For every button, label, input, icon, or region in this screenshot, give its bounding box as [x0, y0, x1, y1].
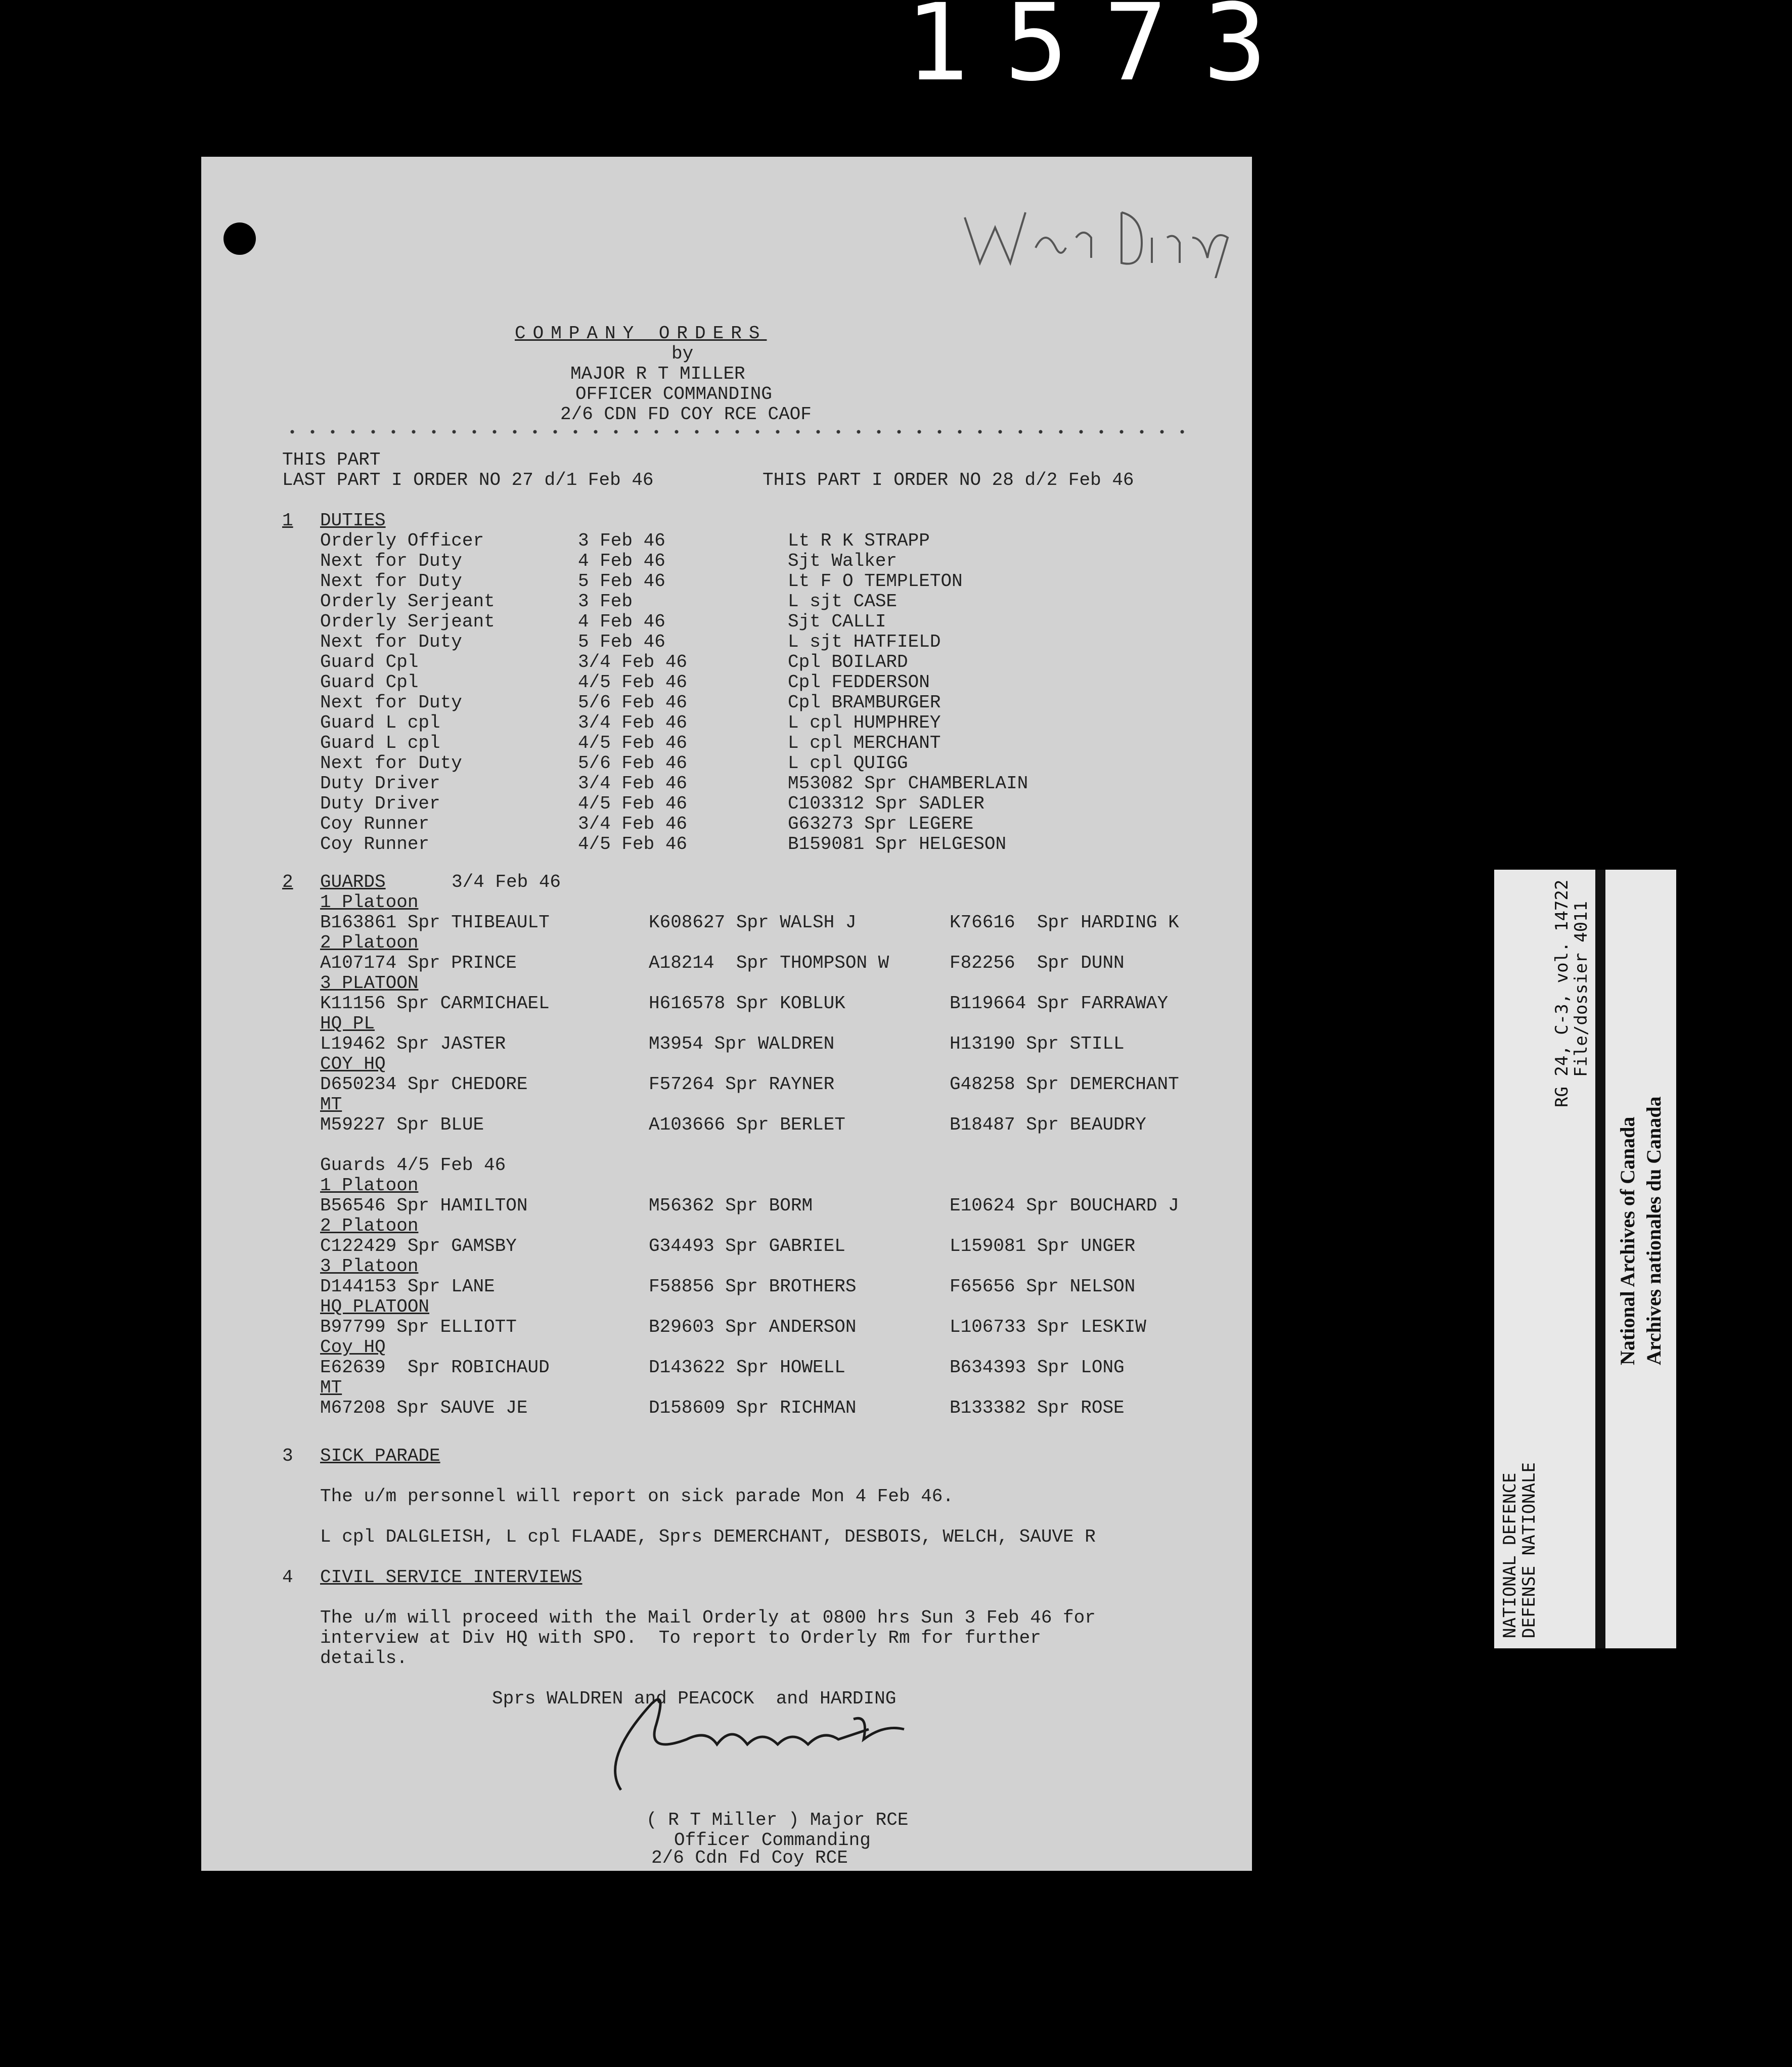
- platoon-label: 3 Platoon: [320, 1256, 419, 1277]
- duty-date: 4/5 Feb 46: [578, 733, 688, 753]
- handwritten-note-icon: [960, 187, 1243, 278]
- dotted-divider: [282, 430, 1192, 434]
- duty-name: Sjt Walker: [788, 551, 898, 571]
- duty-role: Next for Duty: [320, 571, 462, 592]
- duty-name: L sjt CASE: [788, 591, 898, 612]
- platoon-label: MT: [320, 1377, 342, 1398]
- signature-name: ( R T Miller ) Major RCE: [646, 1810, 909, 1830]
- duty-role: Orderly Officer: [320, 530, 484, 551]
- platoon-label: COY HQ: [320, 1054, 386, 1074]
- guards-second-heading: Guards 4/5 Feb 46: [320, 1155, 506, 1176]
- guard-member: A107174 Spr PRINCE: [320, 953, 517, 973]
- duty-role: Duty Driver: [320, 793, 440, 814]
- guard-member: B163861 Spr THIBEAULT: [320, 912, 550, 933]
- duty-name: Sjt CALLI: [788, 611, 886, 632]
- guard-member: C122429 Spr GAMSBY: [320, 1236, 517, 1256]
- platoon-label: HQ PL: [320, 1013, 375, 1034]
- guard-member: H13190 Spr STILL: [950, 1034, 1125, 1054]
- platoon-label: 2 Platoon: [320, 1216, 419, 1236]
- civil-service-line3: details.: [320, 1648, 408, 1669]
- platoon-label: 3 PLATOON: [320, 973, 419, 994]
- guard-member: B97799 Spr ELLIOTT: [320, 1317, 517, 1337]
- national-defence-text: NATIONAL DEFENCE: [1500, 1472, 1520, 1638]
- duty-name: L cpl MERCHANT: [788, 733, 941, 753]
- duty-role: Coy Runner: [320, 834, 430, 855]
- duty-date: 4/5 Feb 46: [578, 834, 688, 855]
- guard-member: B119664 Spr FARRAWAY: [950, 993, 1169, 1014]
- duty-date: 3/4 Feb 46: [578, 652, 688, 672]
- label-divider: [1595, 870, 1605, 1648]
- guard-member: A103666 Spr BERLET: [649, 1114, 845, 1135]
- guard-member: H616578 Spr KOBLUK: [649, 993, 845, 1014]
- civil-service-names: Sprs WALDREN and PEACOCK and HARDING: [492, 1688, 897, 1709]
- punch-hole: [223, 222, 256, 255]
- duty-name: C103312 Spr SADLER: [788, 793, 984, 814]
- archives-canada-label: [1605, 870, 1676, 1648]
- guard-member: B29603 Spr ANDERSON: [649, 1317, 857, 1337]
- duty-name: Lt R K STRAPP: [788, 530, 930, 551]
- duty-role: Orderly Serjeant: [320, 611, 495, 632]
- guards-heading: GUARDS: [320, 872, 386, 892]
- guard-member: E62639 Spr ROBICHAUD: [320, 1357, 550, 1378]
- guard-member: D158609 Spr RICHMAN: [649, 1398, 857, 1418]
- duties-heading: DUTIES: [320, 510, 386, 531]
- duty-date: 5 Feb 46: [578, 571, 665, 592]
- guard-member: F65656 Spr NELSON: [950, 1276, 1136, 1297]
- signature-role: Officer Commanding: [674, 1830, 871, 1851]
- guard-member: M3954 Spr WALDREN: [649, 1034, 835, 1054]
- duty-name: L cpl QUIGG: [788, 753, 908, 774]
- duty-role: Guard Cpl: [320, 652, 419, 672]
- duty-role: Next for Duty: [320, 692, 462, 713]
- guard-member: M56362 Spr BORM: [649, 1195, 813, 1216]
- duty-date: 3 Feb: [578, 591, 633, 612]
- guards-heading-date: 3/4 Feb 46: [452, 872, 561, 892]
- this-order-ref: THIS PART I ORDER NO 28 d/2 Feb 46: [763, 470, 1134, 490]
- sick-parade-line1: The u/m personnel will report on sick parade Mon 4 Feb 46.: [320, 1486, 954, 1507]
- duty-role: Duty Driver: [320, 773, 440, 794]
- guard-member: B56546 Spr HAMILTON: [320, 1195, 528, 1216]
- guards-num: 2: [282, 872, 293, 892]
- platoon-label: 1 Platoon: [320, 1175, 419, 1196]
- duty-name: B159081 Spr HELGESON: [788, 834, 1007, 855]
- civil-service-line1: The u/m will proceed with the Mail Orderly at 0800 hrs Sun 3 Feb 46 for: [320, 1607, 1096, 1628]
- frame-number: 1573: [905, 0, 1303, 105]
- duty-name: G63273 Spr LEGERE: [788, 814, 974, 834]
- duty-name: Cpl BOILARD: [788, 652, 908, 672]
- duty-role: Guard L cpl: [320, 733, 440, 753]
- duty-role: Coy Runner: [320, 814, 430, 834]
- header-unit: 2/6 CDN FD COY RCE CAOF: [560, 404, 812, 425]
- defense-nationale-text: DEFENSE NATIONALE: [1519, 1462, 1539, 1638]
- guard-member: K11156 Spr CARMICHAEL: [320, 993, 550, 1014]
- guard-member: L19462 Spr JASTER: [320, 1034, 506, 1054]
- sick-parade-num: 3: [282, 1446, 293, 1466]
- duty-name: M53082 Spr CHAMBERLAIN: [788, 773, 1028, 794]
- duty-name: Cpl FEDDERSON: [788, 672, 930, 693]
- platoon-label: 2 Platoon: [320, 932, 419, 953]
- last-order-ref: LAST PART I ORDER NO 27 d/1 Feb 46: [282, 470, 654, 490]
- duty-date: 3 Feb 46: [578, 530, 665, 551]
- guard-member: M67208 Spr SAUVE JE: [320, 1398, 528, 1418]
- duty-date: 4 Feb 46: [578, 611, 665, 632]
- duty-date: 4/5 Feb 46: [578, 793, 688, 814]
- guard-member: F57264 Spr RAYNER: [649, 1074, 835, 1095]
- guard-member: L159081 Spr UNGER: [950, 1236, 1136, 1256]
- guard-member: G48258 Spr DEMERCHANT: [950, 1074, 1179, 1095]
- archive-reference-label: [1494, 870, 1595, 1648]
- sick-parade-heading: SICK PARADE: [320, 1446, 440, 1466]
- duty-role: Next for Duty: [320, 753, 462, 774]
- guard-member: L106733 Spr LESKIW: [950, 1317, 1146, 1337]
- duty-name: Lt F O TEMPLETON: [788, 571, 963, 592]
- duty-date: 4/5 Feb 46: [578, 672, 688, 693]
- duty-date: 3/4 Feb 46: [578, 712, 688, 733]
- platoon-label: Coy HQ: [320, 1337, 386, 1358]
- guard-member: B133382 Spr ROSE: [950, 1398, 1125, 1418]
- guard-member: B634393 Spr LONG: [950, 1357, 1125, 1378]
- duty-role: Orderly Serjeant: [320, 591, 495, 612]
- civil-service-line2: interview at Div HQ with SPO. To report to Orderly Rm for further: [320, 1628, 1041, 1648]
- guard-member: K608627 Spr WALSH J: [649, 912, 857, 933]
- duty-role: Next for Duty: [320, 632, 462, 652]
- platoon-label: MT: [320, 1094, 342, 1115]
- duty-name: Cpl BRAMBURGER: [788, 692, 941, 713]
- duties-num: 1: [282, 510, 293, 531]
- archive-reference-text: RG 24, C-3, vol. 14722: [1552, 879, 1572, 1107]
- guard-member: K76616 Spr HARDING K: [950, 912, 1179, 933]
- signature-unit: 2/6 Cdn Fd Coy RCE: [651, 1848, 848, 1868]
- guard-member: D143622 Spr HOWELL: [649, 1357, 845, 1378]
- page-title: COMPANY ORDERS: [515, 323, 767, 344]
- civil-service-heading: CIVIL SERVICE INTERVIEWS: [320, 1567, 583, 1588]
- guard-member: F82256 Spr DUNN: [950, 953, 1125, 973]
- duty-date: 5/6 Feb 46: [578, 692, 688, 713]
- guard-member: F58856 Spr BROTHERS: [649, 1276, 857, 1297]
- document-page: [201, 157, 1252, 1871]
- header-by: by: [671, 343, 694, 364]
- guard-member: A18214 Spr THOMPSON W: [649, 953, 889, 973]
- guard-member: M59227 Spr BLUE: [320, 1114, 484, 1135]
- duty-name: L sjt HATFIELD: [788, 632, 941, 652]
- header-officer-role: OFFICER COMMANDING: [575, 384, 772, 405]
- duty-role: Next for Duty: [320, 551, 462, 571]
- duty-role: Guard Cpl: [320, 672, 419, 693]
- duty-date: 5/6 Feb 46: [578, 753, 688, 774]
- sick-parade-line2: L cpl DALGLEISH, L cpl FLAADE, Sprs DEMERCHANT, DESBOIS, WELCH, SAUVE R: [320, 1526, 1096, 1547]
- guard-member: B18487 Spr BEAUDRY: [950, 1114, 1146, 1135]
- signature-icon: [591, 1684, 995, 1810]
- duty-date: 3/4 Feb 46: [578, 773, 688, 794]
- platoon-label: HQ PLATOON: [320, 1296, 430, 1317]
- duty-date: 4 Feb 46: [578, 551, 665, 571]
- archives-en-text: National Archives of Canada: [1616, 1116, 1639, 1365]
- header-officer-name: MAJOR R T MILLER: [570, 364, 745, 384]
- guard-member: D650234 Spr CHEDORE: [320, 1074, 528, 1095]
- civil-service-num: 4: [282, 1567, 293, 1588]
- duty-name: L cpl HUMPHREY: [788, 712, 941, 733]
- archive-file-text: File/dossier 4011: [1571, 901, 1591, 1077]
- this-part-label: THIS PART: [282, 450, 381, 470]
- guard-member: D144153 Spr LANE: [320, 1276, 495, 1297]
- duty-date: 3/4 Feb 46: [578, 814, 688, 834]
- duty-role: Guard L cpl: [320, 712, 440, 733]
- guard-member: G34493 Spr GABRIEL: [649, 1236, 845, 1256]
- guard-member: E10624 Spr BOUCHARD J: [950, 1195, 1179, 1216]
- platoon-label: 1 Platoon: [320, 892, 419, 913]
- archives-fr-text: Archives nationales du Canada: [1642, 1096, 1665, 1365]
- duty-date: 5 Feb 46: [578, 632, 665, 652]
